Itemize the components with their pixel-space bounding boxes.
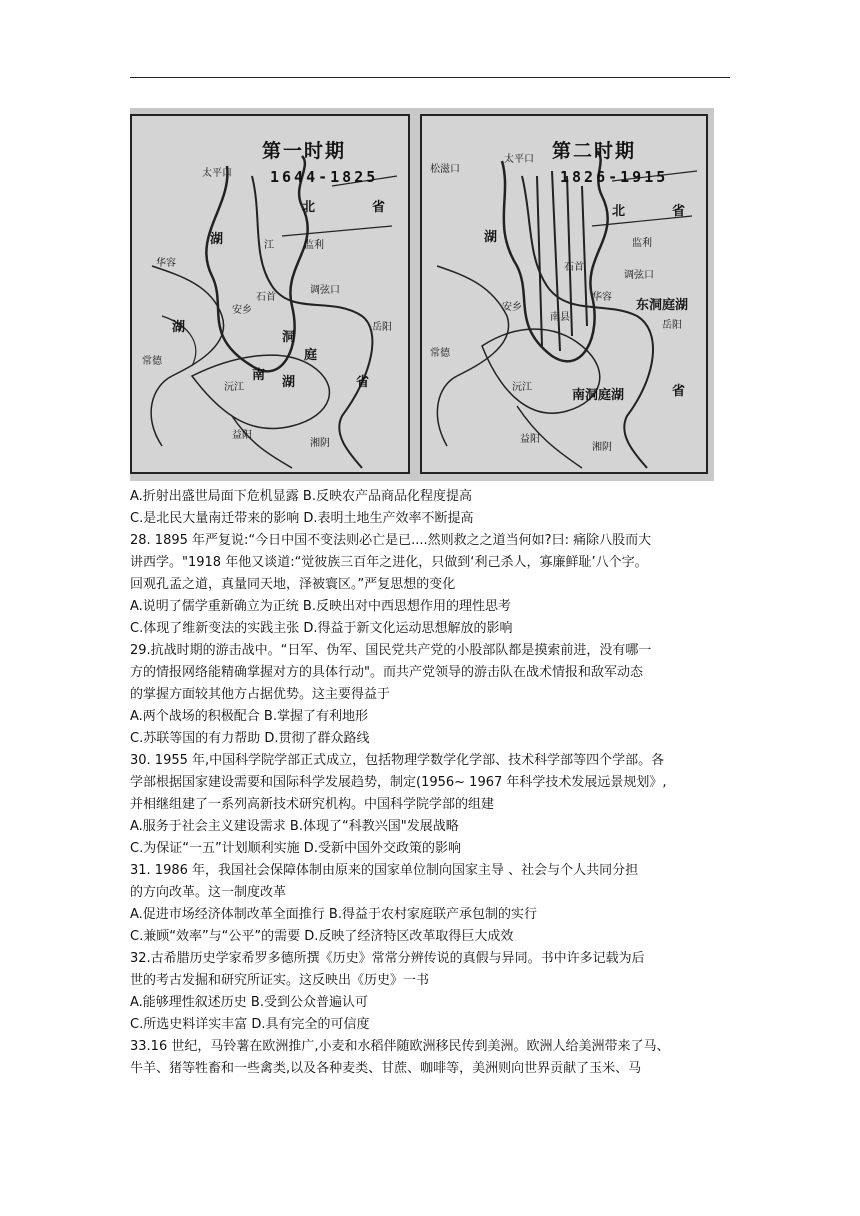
text-line: C.为保证“一五”计划顺利实施 D.受新中国外交政策的影响 bbox=[130, 841, 461, 856]
map-label: 石首 bbox=[256, 292, 276, 303]
text-line: C.所选史料详实丰富 D.具有完全的可信度 bbox=[130, 1017, 370, 1032]
map-label: 常德 bbox=[142, 356, 162, 367]
map-label: 监利 bbox=[304, 240, 324, 251]
map-label: 调弦口 bbox=[310, 285, 340, 296]
map-label: 华容 bbox=[592, 292, 612, 303]
map-label: 岳阳 bbox=[662, 320, 682, 331]
map-label: 洞 bbox=[282, 330, 296, 345]
text-line: 世的考古发掘和研究所证实。这反映出《历史》一书 bbox=[130, 973, 430, 988]
text-line: 牛羊、猪等牲畜和一些禽类,以及各种麦类、甘蔗、咖啡等，美洲则向世界贡献了玉米、马 bbox=[130, 1061, 642, 1076]
text-line: A.折射出盛世局面下危机显露 B.反映农产品商品化程度提高 bbox=[130, 489, 472, 504]
map-label: 湖 bbox=[172, 320, 186, 335]
map-label: 省 bbox=[372, 200, 386, 215]
map-label: 江 bbox=[264, 240, 274, 251]
text-line: 的方向改革。这一制度改革 bbox=[130, 885, 287, 900]
map-label: 北 bbox=[612, 204, 626, 219]
text-line: 学部根据国家建设需要和国际科学发展趋势，制定(1956~ 1967 年科学技术发展远景规划》, bbox=[130, 775, 667, 790]
text-line: C.体现了维新变法的实践主张 D.得益于新文化运动思想解放的影响 bbox=[130, 621, 513, 636]
map-period-one bbox=[130, 114, 410, 474]
map-label: 松滋口 bbox=[430, 164, 460, 175]
map-label: 华容 bbox=[156, 258, 176, 269]
text-line: C.苏联等国的有力帮助 D.贯彻了群众路线 bbox=[130, 731, 370, 746]
text-line: C.兼顾“效率”与“公平”的需要 D.反映了经济特区改革取得巨大成效 bbox=[130, 929, 514, 944]
map-label: 庭 bbox=[304, 348, 318, 363]
text-line: 32.古希腊历史学家希罗多德所撰《历史》常常分辨传说的真假与异同。书中许多记载为后 bbox=[130, 951, 645, 966]
map-label: 省 bbox=[672, 384, 686, 399]
map-label: 太平口 bbox=[504, 154, 534, 165]
map-label: 沅江 bbox=[224, 382, 244, 393]
map-label: 益阳 bbox=[520, 434, 540, 445]
text-line: C.是北民大量南迁带来的影响 D.表明土地生产效率不断提高 bbox=[130, 511, 474, 526]
text-line: A.服务于社会主义建设需求 B.体现了“科教兴国"发展战略 bbox=[130, 819, 459, 834]
map-title: 第一时期 bbox=[262, 140, 347, 162]
map-label: 湘阴 bbox=[310, 438, 330, 449]
map-years: 1644-1825 bbox=[270, 168, 379, 186]
map-label: 南洞庭湖 bbox=[572, 388, 625, 403]
map-label: 湘阴 bbox=[592, 442, 612, 453]
text-line: 的掌握方面较其他方占据优势。这主要得益于 bbox=[130, 687, 391, 702]
text-line: 回观孔孟之道，真量同天地，泽被寰区。”严复思想的变化 bbox=[130, 577, 456, 592]
map-label: 省 bbox=[672, 204, 686, 219]
text-line: 33.16 世纪，马铃薯在欧洲推广,小麦和水稻伴随欧洲移民传到美洲。欧洲人给美洲带来了马、 bbox=[130, 1039, 670, 1054]
map-label: 安乡 bbox=[232, 305, 252, 316]
map-label: 南 bbox=[252, 368, 266, 383]
map-label: 常德 bbox=[430, 348, 450, 359]
text-line: A.说明了儒学重新确立为正统 B.反映出对中西思想作用的理性思考 bbox=[130, 599, 511, 614]
map-label: 湖 bbox=[210, 232, 224, 247]
map-label: 南县 bbox=[550, 312, 570, 323]
map-label: 安乡 bbox=[502, 302, 522, 313]
map-label: 监利 bbox=[632, 238, 652, 249]
map-period-two bbox=[420, 114, 708, 474]
map-label: 岳阳 bbox=[372, 322, 392, 333]
map-title: 第二时期 bbox=[552, 140, 637, 162]
map-label: 湖 bbox=[282, 375, 296, 390]
text-line: 31. 1986 年，我国社会保障体制由原来的国家单位制向国家主导 、社会与个人共同分担 bbox=[130, 863, 639, 878]
map-label: 沅江 bbox=[512, 382, 532, 393]
map-label: 太平口 bbox=[202, 168, 232, 179]
map-years: 1826-1915 bbox=[560, 168, 669, 186]
map-figure bbox=[130, 108, 714, 481]
text-line: A.促进市场经济体制改革全面推行 B.得益于农村家庭联产承包制的实行 bbox=[130, 907, 537, 922]
text-line: 28. 1895 年严复说:“今日中国不变法则必亡是已....然则救之之道当何如?曰: 痛除八股而大 bbox=[130, 533, 652, 548]
text-line: 并相继组建了一系列高新技术研究机构。中国科学院学部的组建 bbox=[130, 797, 495, 812]
text-line: A.两个战场的积极配合 B.掌握了有利地形 bbox=[130, 709, 368, 724]
text-line: 讲西学。"1918 年他又谈道:“觉彼族三百年之进化，只做到‘利己杀人，寡廉鲜耻’八个字。 bbox=[130, 555, 648, 570]
map-label: 东洞庭湖 bbox=[636, 298, 689, 313]
map-label: 调弦口 bbox=[624, 270, 654, 281]
header-rule bbox=[130, 77, 730, 78]
text-line: 30. 1955 年,中国科学院学部正式成立，包括物理学数学化学部、技术科学部等四个学部。各 bbox=[130, 753, 665, 768]
map-label: 益阳 bbox=[232, 430, 252, 441]
question-text bbox=[130, 486, 732, 1080]
map-label: 湖 bbox=[484, 230, 498, 245]
text-line: 方的情报网络能精确掌握对方的具体行动"。而共产党领导的游击队在战术情报和敌军动态 bbox=[130, 665, 643, 680]
map-label: 石首 bbox=[564, 262, 584, 273]
map-label: 北 bbox=[302, 200, 316, 215]
map-label: 省 bbox=[356, 375, 370, 390]
text-line: A.能够理性叙述历史 B.受到公众普遍认可 bbox=[130, 995, 368, 1010]
text-line: 29.抗战时期的游击战中。“日军、伪军、国民党共产党的小股部队都是摸索前进，没有哪一 bbox=[130, 643, 652, 658]
